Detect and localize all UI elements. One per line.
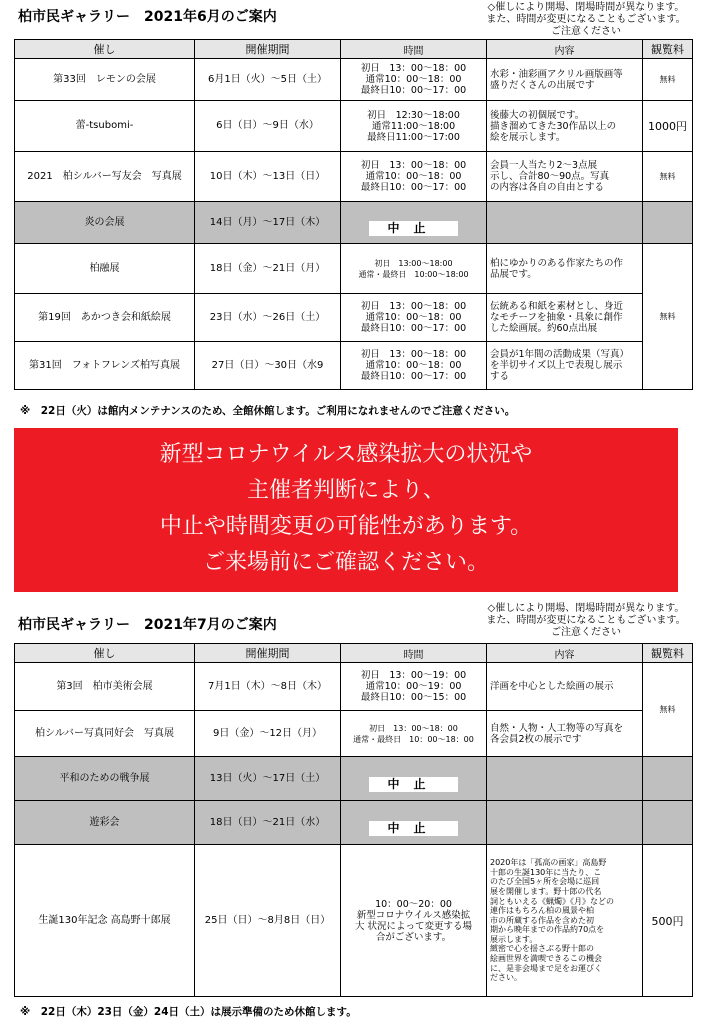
event-time: 初日 13：00～19：00 通常10：00～19：00 最終日10：00～15：00 (341, 663, 487, 711)
july-closure-note: ※ 22日（木）23日（金）24日（土）は展示準備のため休館します。 (20, 1006, 357, 1018)
july-notice: ◇催しにより開場、閉場時間が異なります。 また、時間が変更になることもございます。 ご注意ください (486, 603, 686, 638)
event-name: 蕾-tsubomi- (15, 101, 195, 152)
event-content: 伝統ある和紙を素材とし、身近 なモチーフを抽象・具象に創作 した絵画展。約60点出展 (487, 294, 643, 342)
event-name: 第33回 レモンの会展 (15, 59, 195, 101)
event-fee: 1000円 (643, 101, 693, 152)
table-row (15, 59, 693, 101)
header-period: 開催期間 (195, 40, 341, 59)
event-period: 13日（火）～17日（土） (195, 757, 341, 801)
event-period: 7月1日（木）～8日（木） (195, 663, 341, 711)
table-header-row (15, 40, 693, 59)
event-period: 27日（日）～30日（水9 (195, 342, 341, 390)
event-fee: 無料 (643, 244, 693, 390)
event-time: 初日 13：00～18：00 通常10：00～18：00 最終日10：00～17：00 (341, 152, 487, 202)
header-period: 開催期間 (195, 644, 341, 663)
event-fee: 500円 (643, 845, 693, 997)
event-content: 洋画を中心とした絵画の展示 (487, 663, 643, 711)
event-period: 6月1日（火）～5日（土） (195, 59, 341, 101)
cancelled-badge: 中止 (369, 221, 457, 236)
table-row (15, 801, 693, 845)
header-fee: 観覧料 (643, 644, 693, 663)
june-closure-note: ※ 22日（火）は館内メンテナンスのため、全館休館します。ご利用になれませんのでご注意ください。 (20, 405, 516, 417)
july-title: 柏市民ギャラリー 2021年7月のご案内 (18, 617, 277, 633)
event-content: 柏にゆかりのある作家たちの作 品展です。 (487, 244, 643, 294)
header-event: 催し (15, 40, 195, 59)
event-fee (643, 757, 693, 801)
header-time: 時間 (341, 40, 487, 59)
event-time (341, 757, 487, 801)
table-row (15, 294, 693, 342)
event-fee: 無料 (643, 663, 693, 757)
covid-warning-banner: 新型コロナウイルス感染拡大の状況や 主催者判断により、 中止や時間変更の可能性があります。 ご来場前にご確認ください。 (14, 428, 678, 592)
event-name: 第3回 柏市美術会展 (15, 663, 195, 711)
table-header-row (15, 644, 693, 663)
event-content (487, 757, 643, 801)
event-content (487, 801, 643, 845)
event-name: 柏融展 (15, 244, 195, 294)
event-fee: 無料 (643, 59, 693, 101)
table-row (15, 101, 693, 152)
event-period: 6日（日）～9日（水） (195, 101, 341, 152)
table-row (15, 244, 693, 294)
event-content: 会員一人当たり2～3点展 示し、合計80～90点。写真 の内容は各自の自由とする (487, 152, 643, 202)
event-name: 第31回 フォトフレンズ柏写真展 (15, 342, 195, 390)
event-name: 生誕130年記念 高島野十郎展 (15, 845, 195, 997)
event-fee (643, 202, 693, 244)
event-content (487, 202, 643, 244)
table-row (15, 202, 693, 244)
event-time (341, 202, 487, 244)
table-row (15, 342, 693, 390)
event-name: 2021 柏シルバー写友会 写真展 (15, 152, 195, 202)
cancelled-badge: 中止 (369, 821, 457, 836)
event-time: 初日 13：00～18：00 通常・最終日 10：00～18：00 (341, 711, 487, 757)
cancelled-badge: 中止 (369, 777, 457, 792)
june-notice: ◇催しにより開場、閉場時間が異なります。 また、時間が変更になることもございます。 ご注意ください (486, 2, 686, 37)
header-event: 催し (15, 644, 195, 663)
table-row (15, 757, 693, 801)
event-period: 18日（日）～21日（水） (195, 801, 341, 845)
event-period: 25日（日）～8月8日（日） (195, 845, 341, 997)
event-content: 2020年は「孤高の画家」高島野 十郎の生誕130年に当たり、こ のたび全国5ヶ所を会場に巡回 展を開催します。野十郎の代名 詞ともいえる《蝋燭》《月》などの 連作はもちろん柏の風景や柏 市の所蔵する作品を含めた初 期から晩年までの作品約70点を 展示します。 緻密で心を揺さぶる野十郎の 絵画世界を満喫できるこの機会 に、是非会場まで足をお運びく ださい。 (487, 845, 643, 997)
header-content: 内容 (487, 644, 643, 663)
event-content: 後藤大の初個展です。 描き溜めてきた30作品以上の 絵を展示します。 (487, 101, 643, 152)
event-fee: 無料 (643, 152, 693, 202)
event-fee (643, 801, 693, 845)
event-time: 10：00～20：00 新型コロナウイルス感染拡 大 状況によって変更する場 合がございます。 (341, 845, 487, 997)
event-name: 炎の会展 (15, 202, 195, 244)
header-content: 内容 (487, 40, 643, 59)
event-time: 初日 13：00～18：00 通常10：00～18：00 最終日10：00～17：00 (341, 294, 487, 342)
event-period: 10日（木）～13日（日） (195, 152, 341, 202)
table-row (15, 152, 693, 202)
event-name: 第19回 あかつき会和紙絵展 (15, 294, 195, 342)
table-row (15, 845, 693, 997)
table-row (15, 711, 693, 757)
event-time: 初日 12:30～18:00 通常11:00～18:00 最終日11:00～17:00 (341, 101, 487, 152)
event-time: 初日 13：00～18：00 通常10：00～18：00 最終日10：00～17：00 (341, 342, 487, 390)
event-name: 平和のための戦争展 (15, 757, 195, 801)
event-period: 23日（水）～26日（土） (195, 294, 341, 342)
event-content: 自然・人物・人工物等の写真を 各会員2枚の展示です (487, 711, 643, 757)
event-period: 18日（金）～21日（月） (195, 244, 341, 294)
event-content: 会員が1年間の活動成果（写真） を半切サイズ以上で表現し展示 する (487, 342, 643, 390)
event-name: 柏シルバー写真同好会 写真展 (15, 711, 195, 757)
event-period: 14日（月）～17日（木） (195, 202, 341, 244)
table-row (15, 663, 693, 711)
event-time: 初日 13：00～18：00 通常10：00～18：00 最終日10：00～17：00 (341, 59, 487, 101)
header-fee: 観覧料 (643, 40, 693, 59)
june-schedule-table (14, 39, 693, 390)
header-time: 時間 (341, 644, 487, 663)
event-time (341, 801, 487, 845)
event-period: 9日（金）～12日（月） (195, 711, 341, 757)
event-content: 水彩・油彩画アクリル画版画等 盛りだくさんの出展です (487, 59, 643, 101)
june-title: 柏市民ギャラリー 2021年6月のご案内 (18, 9, 277, 25)
july-schedule-table (14, 643, 693, 997)
event-name: 遊彩会 (15, 801, 195, 845)
event-time: 初日 13:00～18:00 通常・最終日 10:00～18:00 (341, 244, 487, 294)
